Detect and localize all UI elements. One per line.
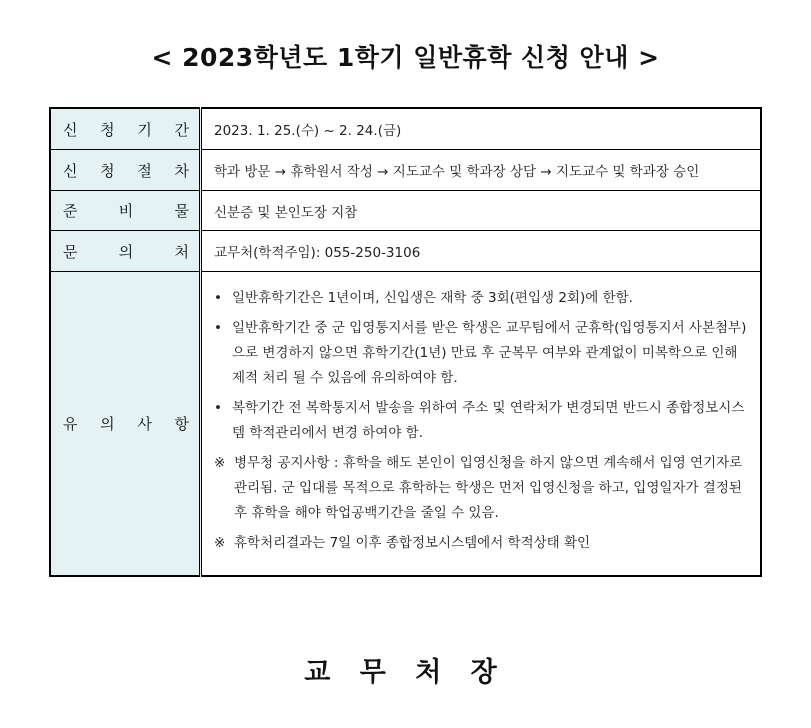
list-item: • 일반휴학기간은 1년이며, 신입생은 재학 중 3회(편입생 2회)에 한함. <box>214 286 748 311</box>
bullet-icon: • <box>214 400 222 416</box>
row-value-contact: 교무처(학적주임): 055-250-3106 <box>201 231 762 272</box>
list-item: ※ 병무청 공지사항 : 휴학을 해도 본인이 입영신청을 하지 않으면 계속해서 입영 연기자로 관리됨. 군 입대를 목적으로 휴학하는 학생은 먼저 입영신청을 하고, 입영일자가 결정된 후 휴학을 해야 학업공백기간을 줄일 수 있음. <box>214 451 748 526</box>
bullet-icon: • <box>214 320 222 336</box>
footer-signature: 교 무 처 장 <box>304 657 507 688</box>
list-item: • 일반휴학기간 중 군 입영통지서를 받은 학생은 교무팀에서 군휴학(입영통지서 사본첨부)으로 변경하지 않으면 휴학기간(1년) 만료 후 군복무 여부와 관계없이 미복학으로 인해 제적 처리 될 수 있음에 유의하여야 함. <box>214 316 748 391</box>
row-label-materials: 준 비 물 <box>50 191 201 231</box>
page-title: < 2023학년도 1학기 일반휴학 신청 안내 > <box>151 43 660 72</box>
row-value-notes <box>201 272 762 577</box>
row-label-procedure: 신 청 절 차 <box>50 150 201 191</box>
info-table <box>49 107 762 577</box>
row-label-period: 신 청 기 간 <box>50 108 201 150</box>
reference-mark-icon: ※ <box>214 535 226 551</box>
row-label-contact: 문 의 처 <box>50 231 201 272</box>
row-value-procedure: 학과 방문 → 휴학원서 작성 → 지도교수 및 학과장 상담 → 지도교수 및 학과장 승인 <box>201 150 762 191</box>
row-value-materials: 신분증 및 본인도장 지참 <box>201 191 762 231</box>
table-row <box>50 150 761 191</box>
table-row <box>50 272 761 577</box>
table-row <box>50 231 761 272</box>
list-item: • 복학기간 전 복학통지서 발송을 위하여 주소 및 연락처가 변경되면 반드시 종합정보시스템 학적관리에서 변경 하여야 함. <box>214 396 748 446</box>
table-row <box>50 191 761 231</box>
table-row <box>50 108 761 150</box>
reference-mark-icon: ※ <box>214 455 226 471</box>
row-label-notes: 유 의 사 항 <box>50 272 201 577</box>
list-item: ※ 휴학처리결과는 7일 이후 종합정보시스템에서 학적상태 확인 <box>214 531 748 556</box>
bullet-icon: • <box>214 290 222 306</box>
row-value-period: 2023. 1. 25.(수) ~ 2. 24.(금) <box>201 108 762 150</box>
